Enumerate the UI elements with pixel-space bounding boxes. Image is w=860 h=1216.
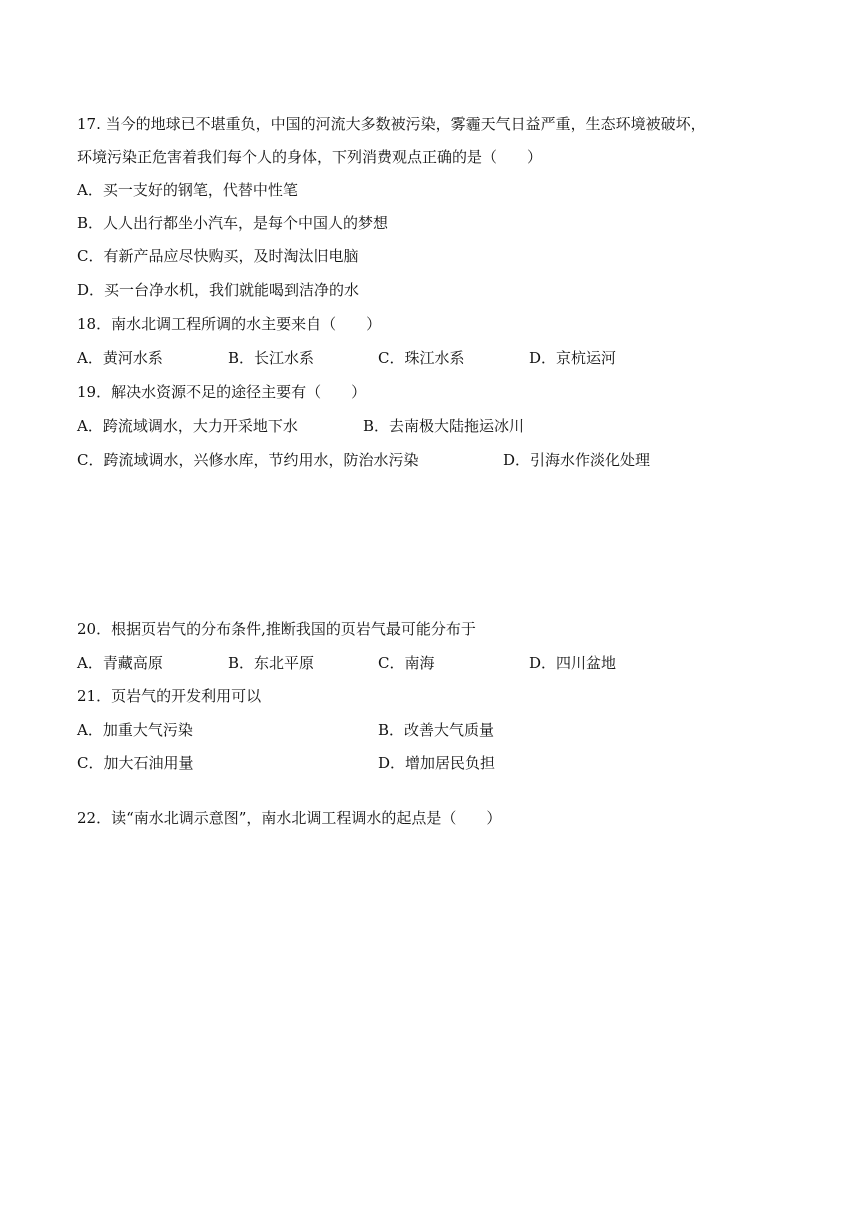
q17-option-b: B．人人出行都坐小汽车，是每个中国人的梦想 [77,214,389,232]
q19-option-d: D．引海水作淡化处理 [503,451,651,469]
q18-option-d: D．京杭运河 [529,349,617,367]
q21-option-d: D．增加居民负担 [378,754,496,772]
q19-option-b: B．去南极大陆拖运冰川 [363,417,525,435]
q17-stem-line2: 环境污染正危害着我们每个人的身体，下列消费观点正确的是（ ） [77,148,543,166]
q20-option-b: B．东北平原 [228,654,315,672]
q19-option-a: A．跨流域调水，大力开采地下水 [77,417,298,435]
q21-option-a: A．加重大气污染 [77,721,193,739]
q19-stem: 19．解决水资源不足的途径主要有（ ） [77,383,367,401]
q22-stem: 22．读“南水北调示意图”，南水北调工程调水的起点是（ ） [77,809,502,827]
q19-option-c: C．跨流域调水，兴修水库，节约用水，防治水污染 [77,451,419,469]
q20-option-a: A．青藏高原 [77,654,163,672]
q21-option-b: B．改善大气质量 [378,721,495,739]
q17-option-a: A．买一支好的钢笔，代替中性笔 [77,181,298,199]
q18-stem: 18．南水北调工程所调的水主要来自（ ） [77,315,382,333]
q17-option-c: C．有新产品应尽快购买，及时淘汰旧电脑 [77,247,359,265]
q17-option-d: D．买一台净水机，我们就能喝到洁净的水 [77,281,360,299]
q21-stem: 21．页岩气的开发利用可以 [77,687,262,705]
q18-option-c: C．珠江水系 [378,349,465,367]
q18-option-a: A．黄河水系 [77,349,163,367]
q21-option-c: C．加大石油用量 [77,754,194,772]
q20-option-c: C．南海 [378,654,435,672]
q20-option-d: D．四川盆地 [529,654,617,672]
q18-option-b: B．长江水系 [228,349,315,367]
q20-stem: 20．根据页岩气的分布条件,推断我国的页岩气最可能分布于 [77,620,476,638]
q17-stem-line1: 17. 当今的地球已不堪重负，中国的河流大多数被污染，雾霾天气日益严重，生态环境被破坏， [77,115,706,133]
